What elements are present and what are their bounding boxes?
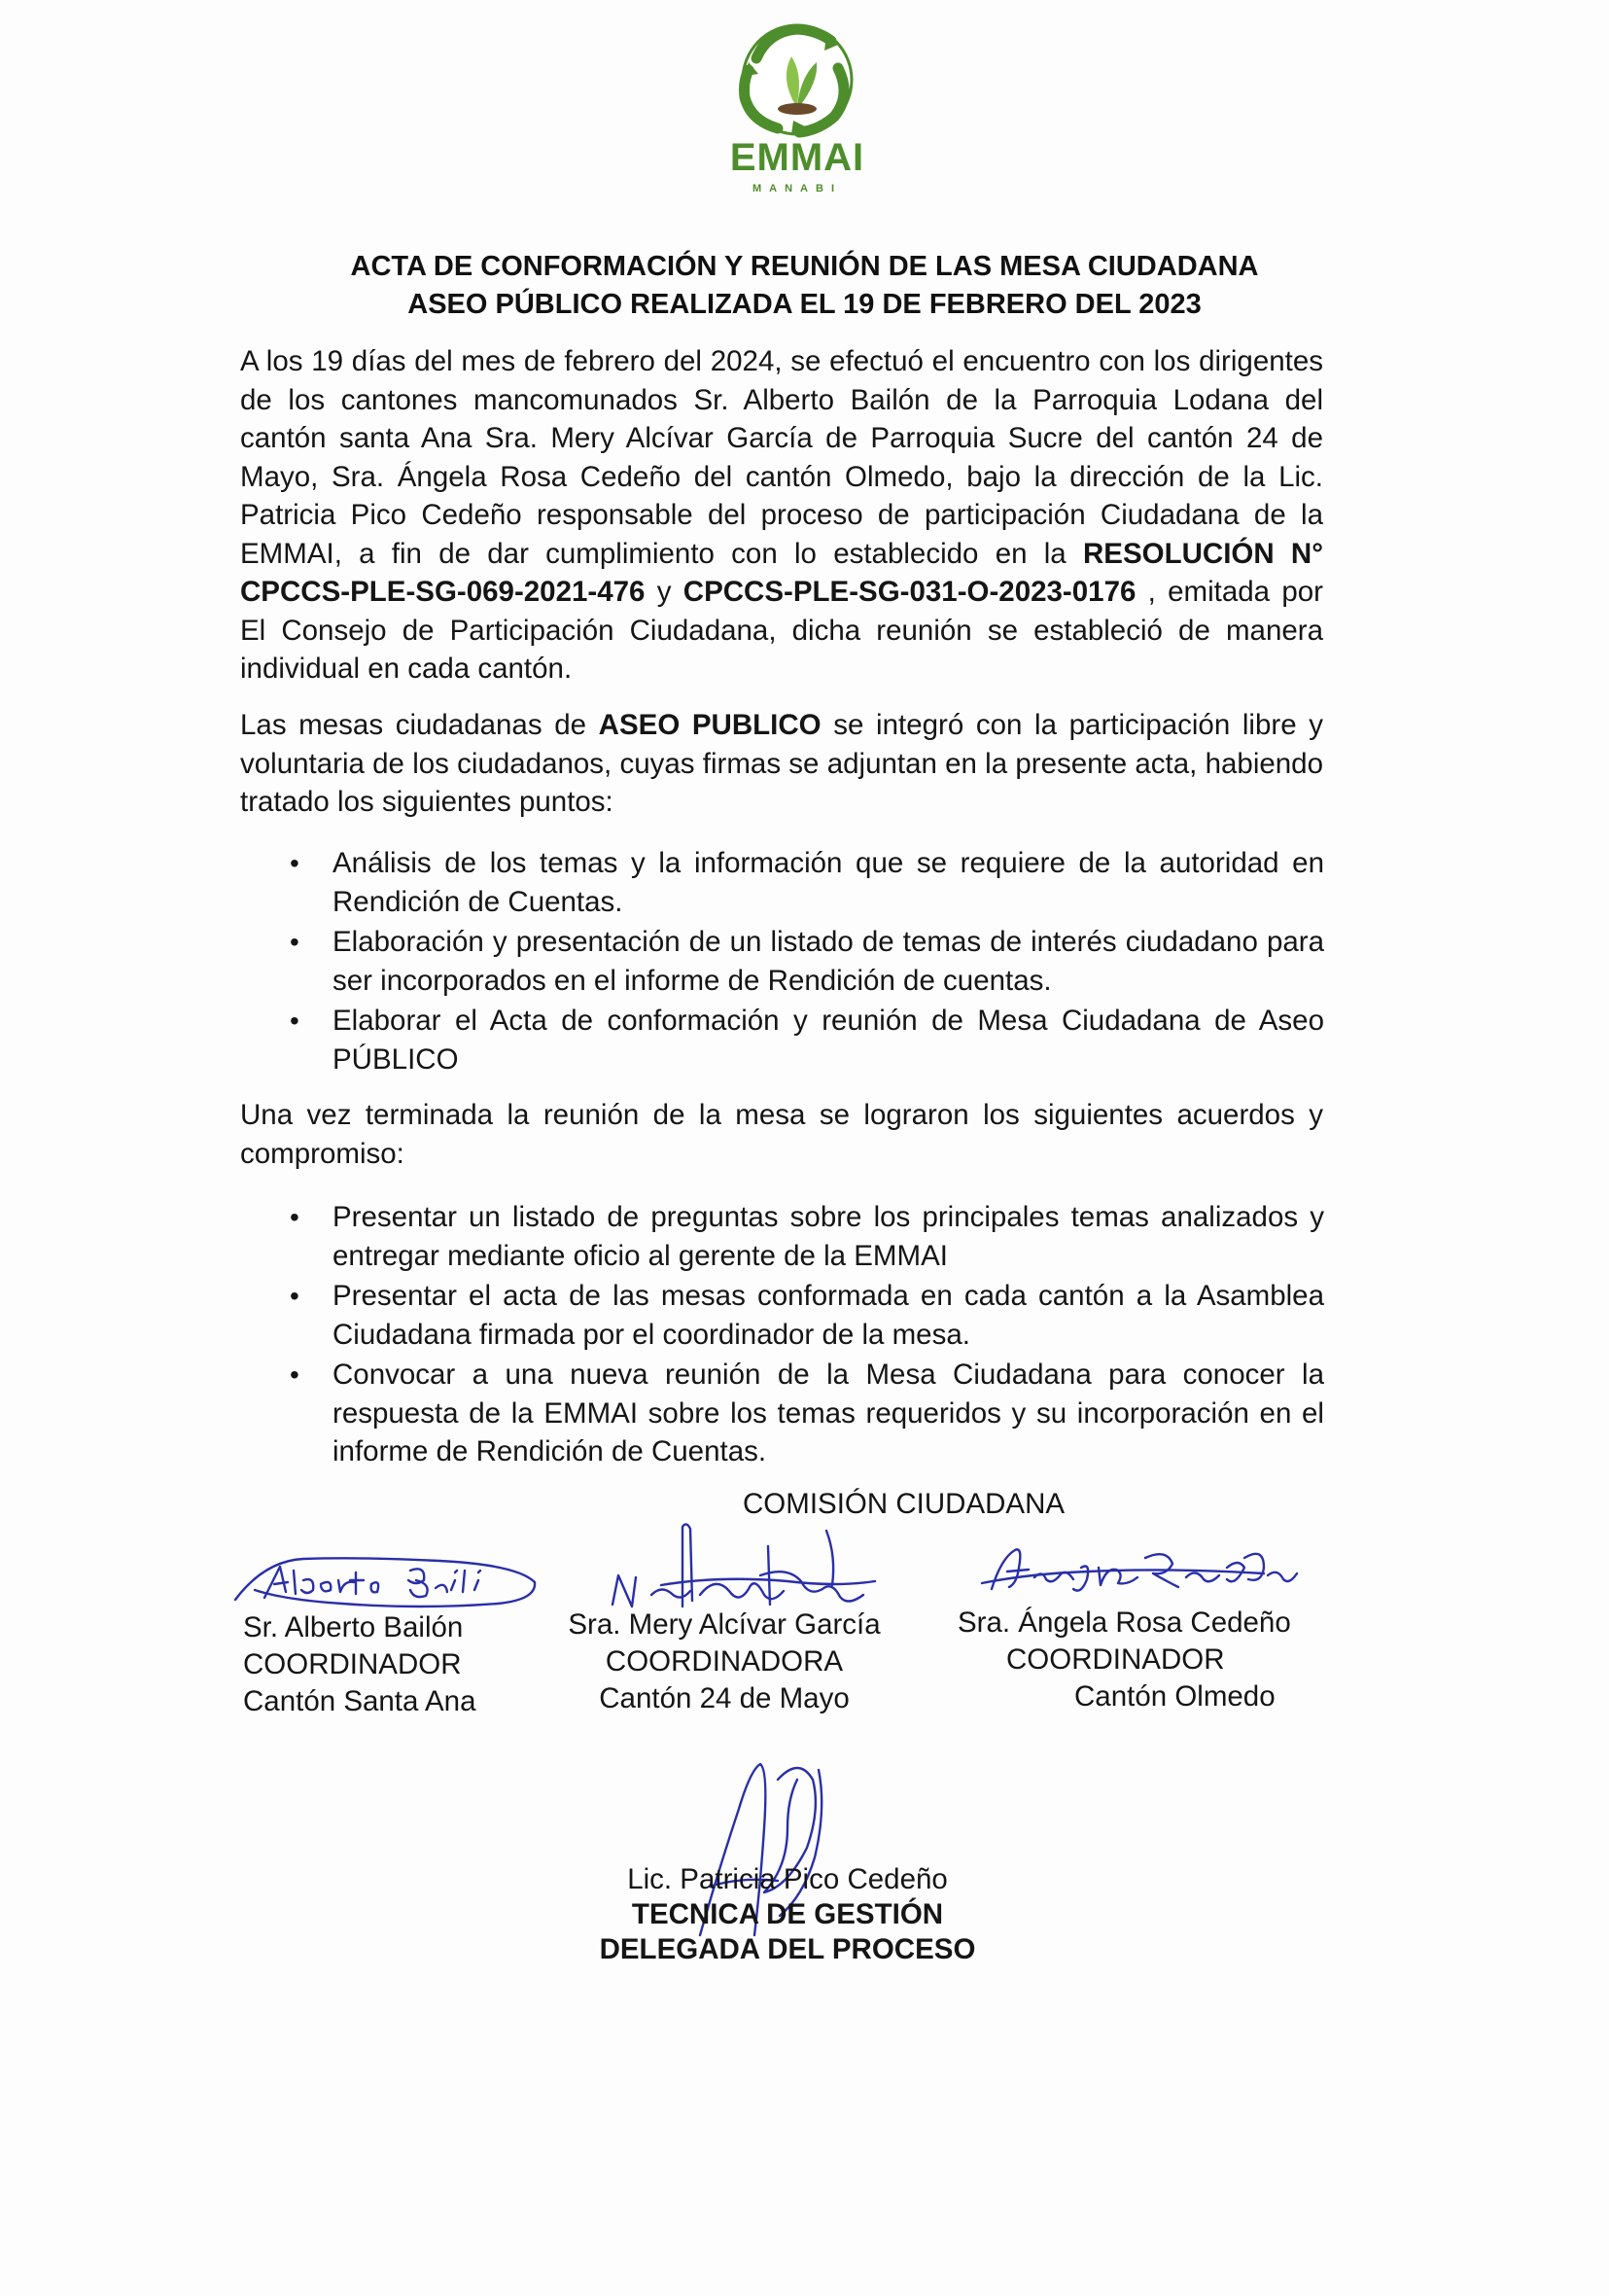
signature-angela-rosa-cedeno bbox=[972, 1529, 1312, 1607]
signature-alberto-bailon bbox=[226, 1541, 546, 1619]
signatory-location: Cantón Santa Ana bbox=[243, 1685, 476, 1717]
comision-heading: COMISIÓN CIUDADANA bbox=[743, 1488, 1066, 1520]
list-item: • Convocar a una nueva reunión de la Mesa Ciudadana para conocer la respuesta de la EMMAI sobre los temas requeridos y su incorporación en el informe de Rendición de Cuentas. bbox=[282, 1356, 1324, 1471]
paragraph-intro bbox=[240, 342, 1323, 689]
signatory-mery-alcivar bbox=[540, 1607, 909, 1717]
logo-subtitle: MANABI bbox=[752, 183, 842, 194]
delegate-title-2: DELEGADA DEL PROCESO bbox=[599, 1933, 976, 1965]
signatory-location: Cantón 24 de Mayo bbox=[599, 1682, 850, 1714]
resolution-number-1: RESOLUCIÓN N° CPCCS-PLE-SG-069-2021-476 bbox=[240, 537, 1323, 608]
list-item: • Elaboración y presentación de un listado de temas de interés ciudadano para ser incorporados en el informe de Rendición de cuentas. bbox=[282, 923, 1324, 1000]
recycle-plant-icon bbox=[671, 19, 924, 146]
signatory-location: Cantón Olmedo bbox=[1074, 1680, 1276, 1713]
signatory-name: Sra. Ángela Rosa Cedeño bbox=[958, 1607, 1291, 1639]
logo-name: EMMAI bbox=[729, 136, 865, 179]
resolution-number-2: CPCCS-PLE-SG-031-O-2023-0176 bbox=[682, 576, 1137, 608]
paragraph-mesas bbox=[240, 706, 1323, 822]
paragraph-intro-text-b: y bbox=[645, 576, 683, 608]
list-item: • Análisis de los temas y la información que se requiere de la autoridad en Rendición de Cuentas. bbox=[282, 844, 1324, 921]
paragraph-mesas-text-a: Las mesas ciudadanas de bbox=[240, 709, 599, 741]
list-item: • Elaborar el Acta de conformación y reunión de Mesa Ciudadana de Aseo PÚBLICO bbox=[282, 1002, 1324, 1078]
signatory-alberto-bailon bbox=[243, 1609, 475, 1720]
topics-list bbox=[282, 844, 1324, 1080]
delegate-title-1: TECNICA DE GESTIÓN bbox=[631, 1898, 944, 1930]
signatory-name: Sr. Alberto Bailón bbox=[243, 1611, 464, 1643]
agreements-list bbox=[282, 1198, 1324, 1473]
signatory-angela-rosa bbox=[958, 1605, 1291, 1715]
signatory-name: Sra. Mery Alcívar García bbox=[568, 1608, 881, 1641]
signatory-role: COORDINADOR bbox=[243, 1648, 462, 1680]
signatory-role: COORDINADOR bbox=[1006, 1643, 1225, 1676]
paragraph-intro-text-a: A los 19 días del mes de febrero del 2024, se efectuó el encuentro con los dirigentes de los cantones mancomunados Sr. Alberto Bailón de la Parroquia Lodana del cantón santa Ana Sra. Mery Alcívar García de Parroquia Sucre del cantón 24 de Mayo, Sra. Ángela Rosa Cedeño del cantón Olmedo, bajo la dirección de la Lic. Patricia Pico Cedeño responsable del proceso de participación Ciudadana de la EMMAI, a fin de dar cumplimiento con lo establecido en la bbox=[240, 345, 1323, 570]
paragraph-intro-text-c: , emitada por El Consejo de Participación Ciudadana, dicha reunión se estableció de manera individual en cada cantón. bbox=[240, 576, 1323, 685]
emmai-logo bbox=[671, 19, 924, 194]
delegate-signature-block bbox=[544, 1862, 1031, 1967]
list-item: • Presentar el acta de las mesas conformada en cada cantón a la Asamblea Ciudadana firmada por el coordinador de la mesa. bbox=[282, 1277, 1324, 1354]
paragraph-mesas-text-b: se integró con la participación libre y voluntaria de los ciudadanos, cuyas firmas se adjuntan en la presente acta, habiendo tratado los siguientes puntos: bbox=[240, 709, 1323, 818]
paragraph-acuerdos: Una vez terminada la reunión de la mesa se lograron los siguientes acuerdos y compromiso: bbox=[240, 1099, 1323, 1170]
signatory-role: COORDINADORA bbox=[605, 1645, 844, 1678]
title-line-2: ASEO PÚBLICO REALIZADA EL 19 DE FEBRERO DEL 2023 bbox=[407, 289, 1202, 320]
document-title bbox=[194, 248, 1415, 324]
delegate-name: Lic. Patricia Pico Cedeño bbox=[627, 1863, 948, 1895]
list-item: • Presentar un listado de preguntas sobre los principales temas analizados y entregar mediante oficio al gerente de la EMMAI bbox=[282, 1198, 1324, 1275]
aseo-publico-label: ASEO PUBLICO bbox=[598, 709, 822, 741]
title-line-1: ACTA DE CONFORMACIÓN Y REUNIÓN DE LAS MESA CIUDADANA bbox=[350, 251, 1259, 282]
